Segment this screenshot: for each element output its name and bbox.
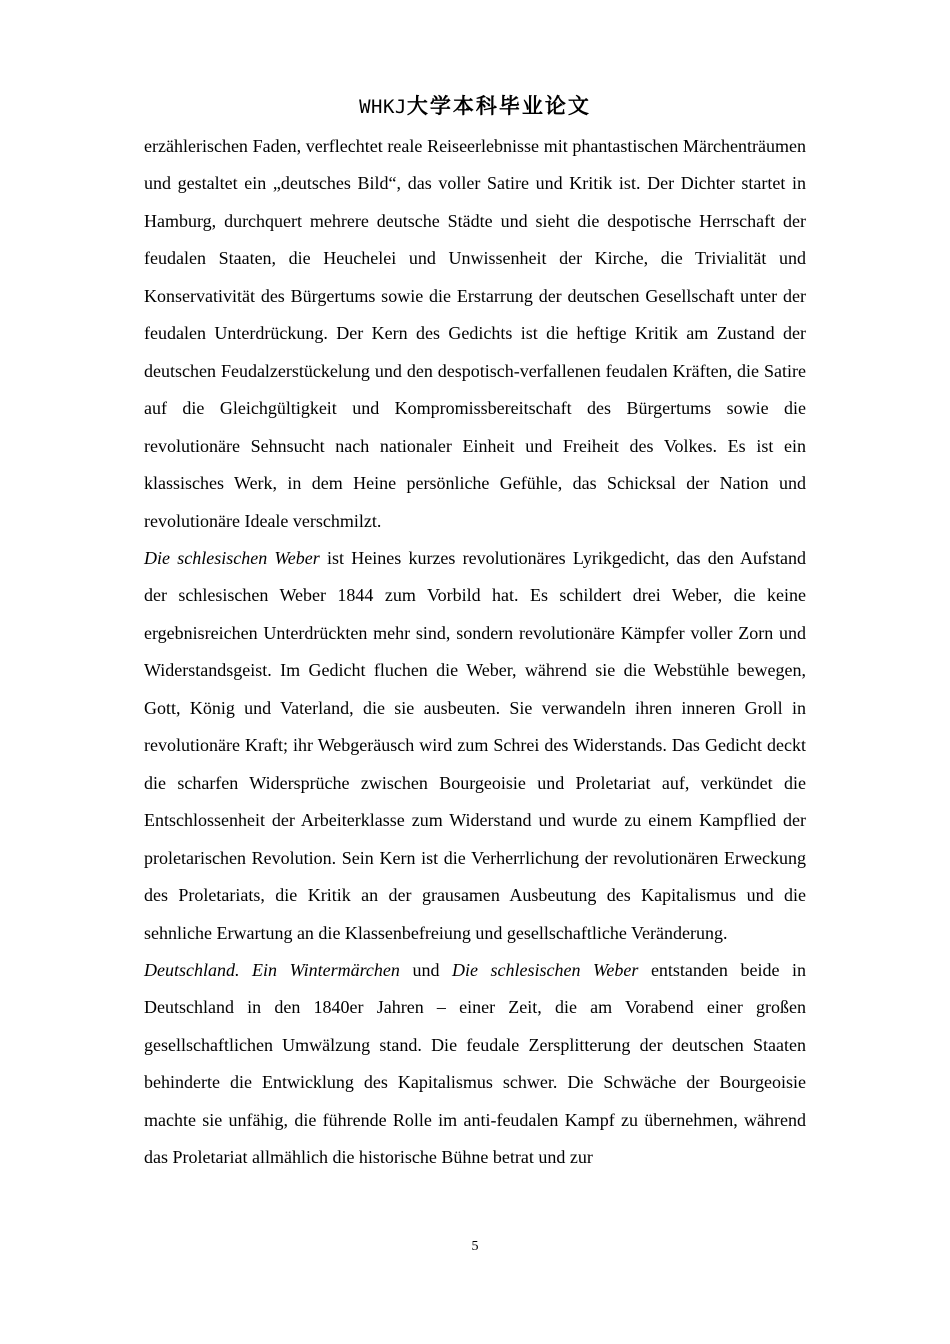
header-thesis-title: 大学本科毕业论文: [406, 93, 591, 118]
work-title: Deutschland. Ein Wintermärchen: [144, 959, 400, 980]
paragraph-text: ist Heines kurzes revolutionäres Lyrikgedicht, das den Aufstand der schlesischen Weber 1844 zum Vorbild hat. Es schildert drei Weber, die keine ergebnisreichen Unterdrückten mehr sind, sondern revolutionäre Kämpfer voller Zorn und Widerstandsgeist. Im Gedicht fluchen die Weber, während sie die Webstühle bewegen, Gott, König und Vaterland, die sie ausbeuten. Sie verwandeln ihren inneren Groll in revolutionäre Kraft; ihr Webgeräusch wird zum Schrei des Widerstands. Das Gedicht deckt die scharfen Widersprüche zwischen Bourgeoisie und Proletariat auf, verkündet die Entschlossenheit der Arbeiterklasse zum Widerstand und wurde zu einem Kampflied der proletarischen Revolution. Sein Kern ist die Verherrlichung der revolutionären Erweckung des Proletariats, die Kritik an der grausamen Ausbeutung des Kapitalismus und die sehnliche Erwartung an die Klassenbefreiung und gesellschaftliche Veränderung.: [144, 547, 807, 943]
paragraph-text: entstanden beide in Deutschland in den 1840er Jahren – einer Zeit, die am Vorabend einer großen gesellschaftlichen Umwälzung stand. Die feudale Zersplitterung der deutschen Staaten behinderte die Entwicklung des Kapitalismus schwer. Die Schwäche der Bourgeoisie machte sie unfähig, die führende Rolle im anti-feudalen Kampf zu übernehmen, während das Proletariat allmählich die historische Bühne betrat und zur: [144, 959, 806, 1168]
conjunction: und: [399, 959, 452, 980]
work-title: Die schlesischen Weber: [452, 959, 639, 980]
header-institution-code: WHKJ: [359, 96, 407, 118]
body-text: [144, 128, 806, 1177]
running-header: [0, 92, 950, 121]
paragraph-3: [144, 952, 806, 1177]
paragraph-text: erzählerischen Faden, verflechtet reale Reiseerlebnisse mit phantastischen Märchenträumen und gestaltet ein „deutsches Bild“, das voller Satire und Kritik ist. Der Dichter startet in Hamburg, durchquert mehrere deutsche Städte und sieht die despotische Herrschaft der feudalen Staaten, die Heuchelei und Unwissenheit der Kirche, die Trivialität und Konservativität des Bürgertums sowie die Erstarrung der deutschen Gesellschaft unter der feudalen Unterdrückung. Der Kern des Gedichts ist die heftige Kritik am Zustand der deutschen Feudalzerstückelung und den despotisch-verfallenen feudalen Kräften, die Satire auf die Gleichgültigkeit und Kompromissbereitschaft des Bürgertums sowie die revolutionäre Sehnsucht nach nationaler Einheit und Freiheit des Volkes. Es ist ein klassisches Werk, in dem Heine persönliche Gefühle, das Schicksal der Nation und revolutionäre Ideale verschmilzt.: [144, 136, 806, 531]
paragraph-1: [144, 128, 806, 540]
paragraph-2: [144, 540, 806, 952]
page-number: 5: [471, 1239, 479, 1254]
work-title: Die schlesischen Weber: [144, 547, 320, 568]
